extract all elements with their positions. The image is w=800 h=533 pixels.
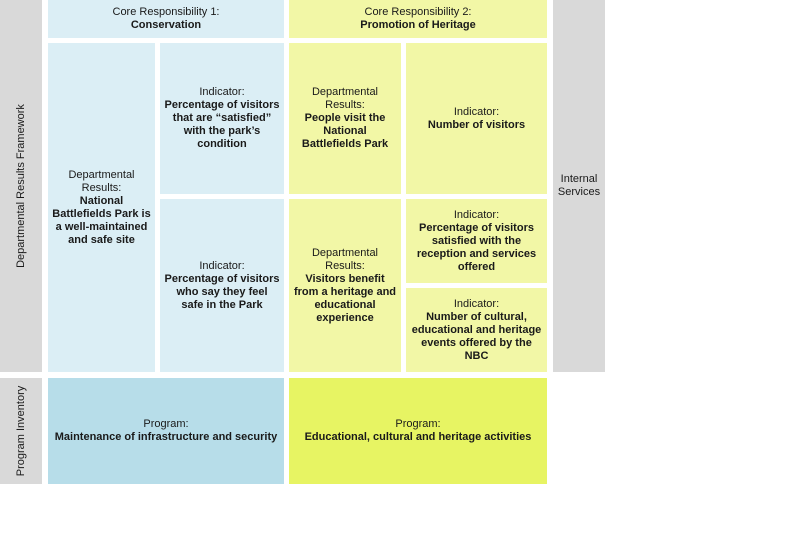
core1-indicator2-prefix: Indicator:	[199, 259, 245, 272]
framework-side-label	[0, 0, 42, 372]
core2-indicator1-text: Number of visitors	[427, 118, 526, 131]
core1-indicator1-prefix: Indicator:	[199, 86, 245, 98]
core2-result1-prefix: Departmental Results:	[311, 86, 379, 111]
core1-name: Conservation	[130, 19, 202, 31]
core1-indicator-safe	[160, 199, 284, 372]
core1-result-prefix: Departmental Results:	[68, 168, 135, 194]
core1-departmental-result	[48, 43, 155, 372]
core2-program-text: Educational, cultural and heritage activities	[304, 431, 532, 443]
internal-services-label: Internal Services	[557, 173, 601, 198]
core2-result2-prefix: Departmental Results:	[311, 246, 379, 272]
core2-indicator3-prefix: Indicator:	[453, 297, 500, 310]
core2-indicator3-text: Number of cultural, educational and heritage events offered by the NBC	[411, 310, 542, 362]
inventory-side-label	[0, 378, 42, 484]
core2-indicator-visitors	[406, 43, 547, 194]
core2-indicator1-prefix: Indicator:	[453, 105, 500, 118]
core2-indicator-satisfied	[406, 199, 547, 283]
core1-result-text: National Battlefields Park is a well-maintained and safe site	[52, 194, 151, 246]
core2-departmental-result-benefit	[289, 199, 401, 372]
program-maintenance	[48, 378, 284, 484]
inventory-label-text: Program Inventory	[15, 385, 28, 477]
core1-indicator1-text: Percentage of visitors that are “satisfied” with the park’s condition	[164, 99, 280, 150]
core1-prefix: Core Responsibility 1:	[112, 6, 220, 18]
program-educational	[289, 378, 547, 484]
core1-indicator2-text: Percentage of visitors who say they feel safe in the Park	[164, 272, 280, 311]
core2-prefix: Core Responsibility 2:	[364, 6, 472, 18]
core2-result1-text: People visit the National Battlefields Park	[301, 112, 389, 150]
core2-program-prefix: Program:	[395, 418, 441, 430]
core1-program-prefix: Program:	[143, 418, 189, 430]
core2-indicator2-prefix: Indicator:	[453, 208, 500, 221]
internal-services-box	[553, 0, 605, 372]
core-responsibility-1-header	[48, 0, 284, 38]
core1-program-text: Maintenance of infrastructure and security	[54, 431, 278, 443]
core2-departmental-result-visit	[289, 43, 401, 194]
core-responsibility-2-header	[289, 0, 547, 38]
framework-label-text: Departmental Results Framework	[15, 104, 27, 268]
core2-result2-text: Visitors benefit from a heritage and educational experience	[293, 272, 397, 324]
core2-indicator2-text: Percentage of visitors satisfied with the reception and services offered	[416, 221, 537, 273]
core1-indicator-satisfied	[160, 43, 284, 194]
core2-indicator-events	[406, 288, 547, 372]
core2-name: Promotion of Heritage	[360, 19, 476, 31]
